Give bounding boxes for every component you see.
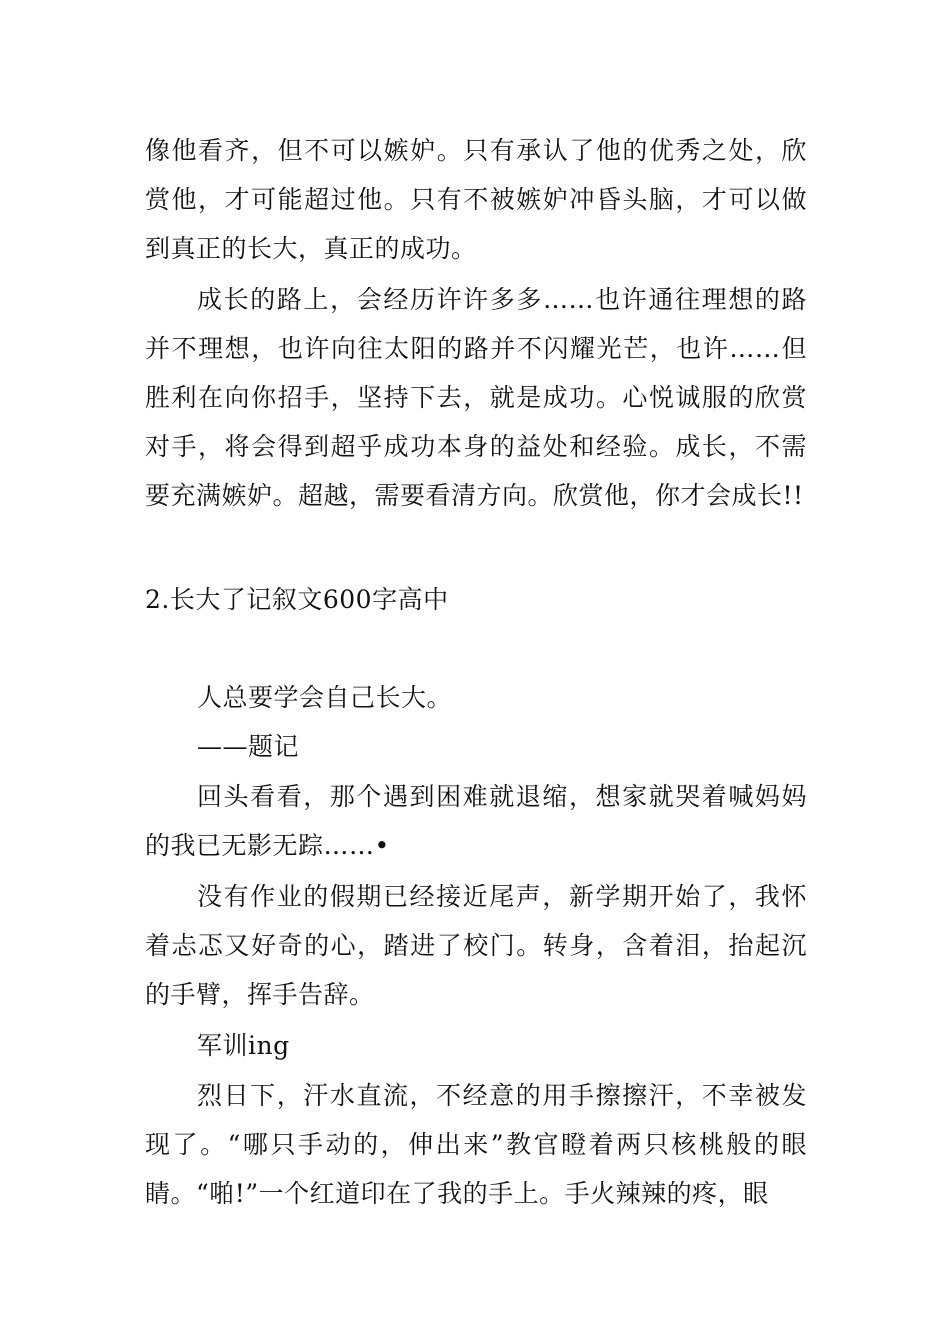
paragraph-6: 烈日下，汗水直流，不经意的用手擦擦汗，不幸被发现了。“哪只手动的，伸出来”教官瞪着两只核桃般的眼睛。“啪!”一个红道印在了我的手上。手火辣辣的疼，眼 (145, 1081, 807, 1208)
paragraph-3: 回头看看，那个遇到困难就退缩，想家就哭着喊妈妈的我已无影无踪……• (145, 782, 807, 860)
paragraph-4: 没有作业的假期已经接近尾声，新学期开始了，我怀着忐忑又好奇的心，踏进了校门。转身，含着泪，抬起沉的手臂，挥手告辞。 (145, 882, 807, 1009)
motto-line: 人总要学会自己长大。 (197, 683, 453, 712)
paragraph-5: 军训ing (197, 1031, 290, 1060)
paragraph-1: 像他看齐，但不可以嫉妒。只有承认了他的优秀之处，欣赏他，才可能超过他。只有不被嫉妒冲昏头脑，才可以做到真正的长大，真正的成功。 (145, 136, 807, 263)
motto-attribution: ——题记 (197, 732, 300, 761)
section-heading: 2.长大了记叙文600字高中 (145, 585, 449, 614)
paragraph-2: 成长的路上，会经历许许多多……也许通往理想的路并不理想，也许向往太阳的路并不闪耀光芒，也许……但胜利在向你招手，坚持下去，就是成功。心悦诚服的欣赏对手，将会得到超乎成功本身的益处和经验。成长，不需要充满嫉妒。超越，需要看清方向。欣赏他，你才会成长!! (145, 285, 807, 510)
